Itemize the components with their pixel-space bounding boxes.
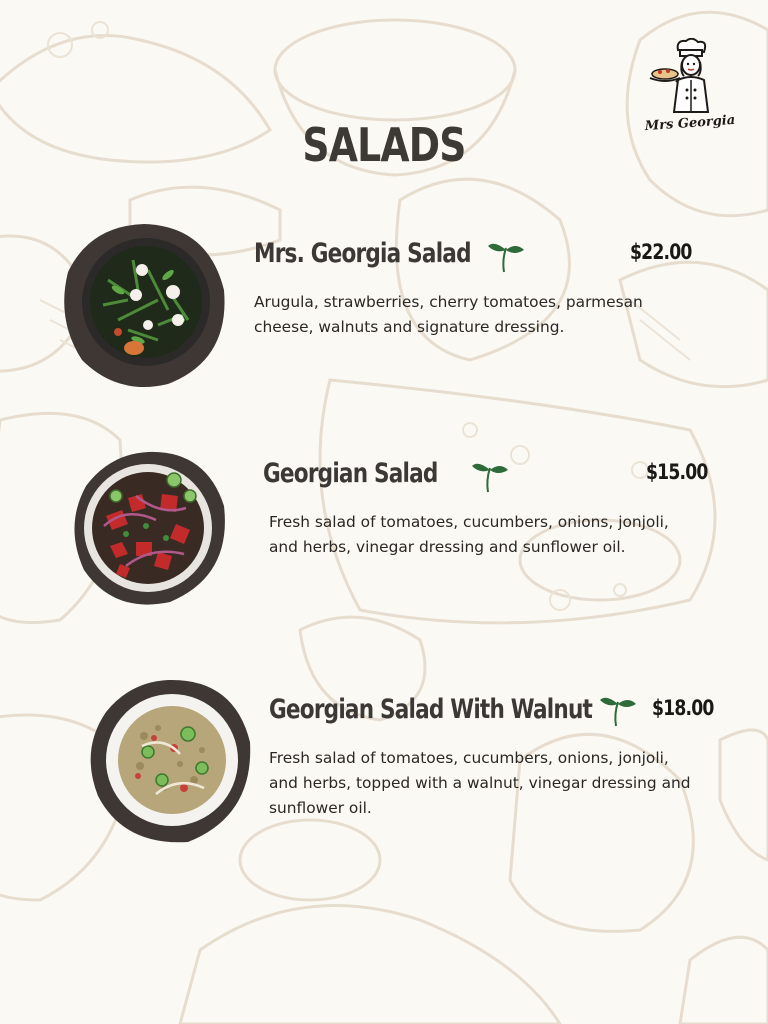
salad-dish-image	[58, 220, 230, 392]
item-name: Mrs. Georgia Salad	[254, 238, 471, 269]
sprout-leaf-icon	[486, 238, 526, 274]
item-name: Georgian Salad With Walnut	[269, 694, 593, 725]
item-price: $15.00	[646, 460, 708, 484]
menu-item	[0, 218, 768, 398]
brand-name: Mrs Georgia	[644, 112, 736, 135]
menu-item	[0, 446, 768, 616]
item-price: $22.00	[630, 240, 692, 264]
chef-woman-logo-icon	[640, 38, 740, 118]
menu-item	[0, 676, 768, 856]
item-name: Georgian Salad	[263, 458, 438, 489]
sprout-leaf-icon	[598, 692, 638, 728]
page-title: SALADS	[302, 118, 466, 172]
salad-dish-image	[66, 446, 230, 610]
item-price: $18.00	[652, 696, 714, 720]
sprout-leaf-icon	[470, 458, 510, 494]
item-description: Fresh salad of tomatoes, cucumbers, onions, jonjoli, and herbs, vinegar dressing and sunflower oil.	[269, 513, 669, 556]
item-description: Fresh salad of tomatoes, cucumbers, onions, jonjoli, and herbs, topped with a walnut, vinegar dressing and sunflower oil.	[269, 749, 691, 817]
item-description: Arugula, strawberries, cherry tomatoes, parmesan cheese, walnuts and signature dressing.	[254, 293, 643, 336]
salad-dish-image	[84, 676, 254, 846]
